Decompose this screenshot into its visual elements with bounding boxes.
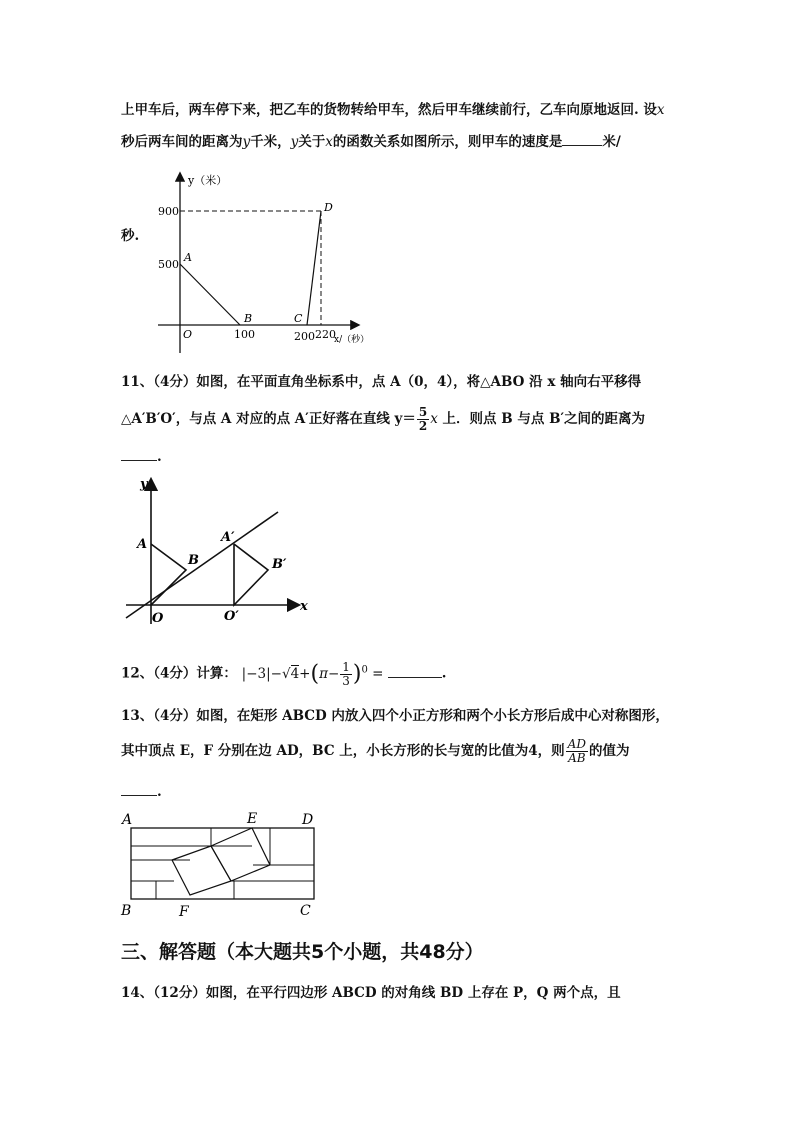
q13-square-left: [172, 846, 231, 895]
q10-line3: [121, 226, 139, 246]
q13-frac-den: AB: [568, 751, 586, 765]
q10-segment-CD: [307, 211, 321, 325]
q11-eq-y: y＝: [394, 411, 416, 427]
q13-label-A: A: [122, 812, 133, 828]
q10-origin: O: [183, 328, 193, 341]
q12-line: [121, 660, 446, 688]
q10-line1-text: 上甲车后，两车停下来，把乙车的货物转给甲车，然后甲车继续前行，乙车向原地返回. 设: [121, 102, 657, 118]
q13-label-E: E: [247, 811, 258, 827]
q13-line1: [121, 706, 669, 726]
q13-label-C: C: [300, 903, 311, 919]
q12-exponent: 0: [361, 664, 368, 675]
q11-triangle-ApBpOp: [234, 544, 268, 605]
q12-frac-num: 1: [342, 659, 350, 674]
q11-label-Ap: A′: [221, 530, 235, 545]
q10-answer-blank[interactable]: [562, 131, 602, 146]
q11-line2-b: 上．则点 B 与点 B′之间的距离为: [437, 411, 646, 427]
q10-line2-d: 的函数关系如图所示，则甲车的速度是: [332, 134, 563, 150]
q11-label-Op: O′: [224, 609, 239, 624]
q11-label-Bp: B′: [272, 557, 287, 572]
q13-label-D: D: [302, 812, 314, 828]
q11-label-A: A: [137, 537, 148, 552]
q11-label-B: B: [188, 553, 199, 568]
q10-var-x2: x: [325, 134, 333, 150]
q12-fraction: [340, 661, 352, 688]
q12-prefix: 12、（4分）计算：: [121, 665, 237, 682]
q10-tick-220: 220: [315, 328, 336, 341]
q10-line3-text: 秒.: [121, 228, 140, 244]
q10-var-y: y: [242, 134, 251, 150]
q10-line2-b: 千米，: [250, 134, 291, 150]
q13-square-right: [211, 828, 270, 881]
q12-minus: −: [270, 665, 282, 682]
q10-tick-100: 100: [234, 328, 255, 341]
q13-line2-a: 其中顶点 E，F 分别在边 AD，BC 上，小长方形的长与宽的比值为4，则: [121, 743, 565, 759]
q13-graph: [116, 808, 326, 920]
q13-label-B: B: [121, 903, 132, 919]
q13-answer-blank[interactable]: [121, 781, 157, 796]
q11-triangle-ABO: [151, 544, 186, 605]
q10-line2-c: 关于: [298, 134, 326, 150]
q12-abs: |−3|: [241, 665, 271, 682]
q11-label-y: y: [140, 477, 148, 492]
q10-graph: [150, 168, 390, 358]
q12-paren-close: ): [352, 661, 362, 686]
q11-graph: [118, 472, 318, 632]
q12-paren: (: [310, 661, 320, 686]
q11-label-x: x: [300, 599, 308, 614]
q12-expression: |−3|−√4+(π− $\frac{1}{3}$ )$^0$ =: [241, 659, 384, 688]
q11-line2: [121, 406, 645, 433]
q13-line2: [121, 738, 629, 765]
q13-end: .: [157, 784, 162, 800]
q10-tick-900: 900: [158, 205, 179, 218]
q11-frac-den: 2: [418, 419, 428, 433]
q13-line2-b: 的值为: [588, 743, 630, 759]
q12-frac-den: 3: [342, 673, 350, 688]
q12-end: .: [441, 665, 447, 682]
q10-x-label: x/（秒）: [334, 335, 370, 345]
q11-frac-num: 5: [418, 405, 428, 419]
q10-tick-200: 200: [294, 330, 315, 343]
q12-sqrt-arg: 4: [290, 665, 300, 682]
section-3-heading: 三、解答题（本大题共5个小题，共48分）: [121, 941, 484, 963]
q11-label-O: O: [152, 611, 164, 626]
q11-line1-text: 11、（4分）如图，在平面直角坐标系中，点 A（0，4），将△ABO 沿 x 轴向右平移得: [121, 374, 642, 390]
q13-line1-text: 13、（4分）如图，在矩形 ABCD 内放入四个小正方形和两个小长方形后成中心对称图形，: [121, 708, 669, 724]
q12-sqrt: √4: [281, 665, 300, 682]
q10-y-label: y（米）: [188, 174, 228, 187]
q10-line2: [121, 131, 621, 152]
q12-answer-blank[interactable]: [388, 663, 442, 678]
q11-line3: [121, 446, 162, 467]
q10-line2-a: 秒后两车间的距离为: [121, 134, 243, 150]
q13-label-F: F: [179, 904, 189, 920]
q10-var-y2: y: [290, 134, 299, 150]
q13-rectangle-ABCD: [131, 828, 314, 899]
q11-answer-blank[interactable]: [121, 446, 157, 461]
q10-point-A: A: [184, 251, 192, 264]
q10-point-B: B: [244, 312, 253, 325]
q10-tick-500: 500: [158, 258, 179, 271]
q11-end: .: [157, 449, 162, 465]
q10-segment-AB: [180, 264, 240, 325]
q10-var-x: x: [656, 102, 665, 118]
q10-point-C: C: [294, 312, 303, 325]
q11-fraction: [417, 406, 429, 433]
q11-line1: [121, 372, 641, 392]
q12-plus: +: [299, 665, 311, 682]
q11-eq-x: x: [430, 411, 438, 427]
q13-fraction: [566, 738, 588, 765]
q13-line3: [121, 781, 162, 802]
q14-line: [121, 983, 621, 1003]
q13-frac-num: AD: [567, 737, 586, 751]
q10-line1: [121, 100, 665, 120]
q11-line2-a: △A′B′O′，与点 A 对应的点 A′正好落在直线: [121, 411, 395, 427]
q10-point-D: D: [324, 201, 333, 214]
q14-text: 14、（12分）如图，在平行四边形 ABCD 的对角线 BD 上存在 P，Q 两个点，且: [121, 985, 621, 1001]
q12-equals: =: [372, 665, 384, 682]
q10-unit: 米/: [602, 134, 621, 150]
q12-pi: π: [319, 665, 328, 682]
q11-line-y: [126, 512, 278, 618]
